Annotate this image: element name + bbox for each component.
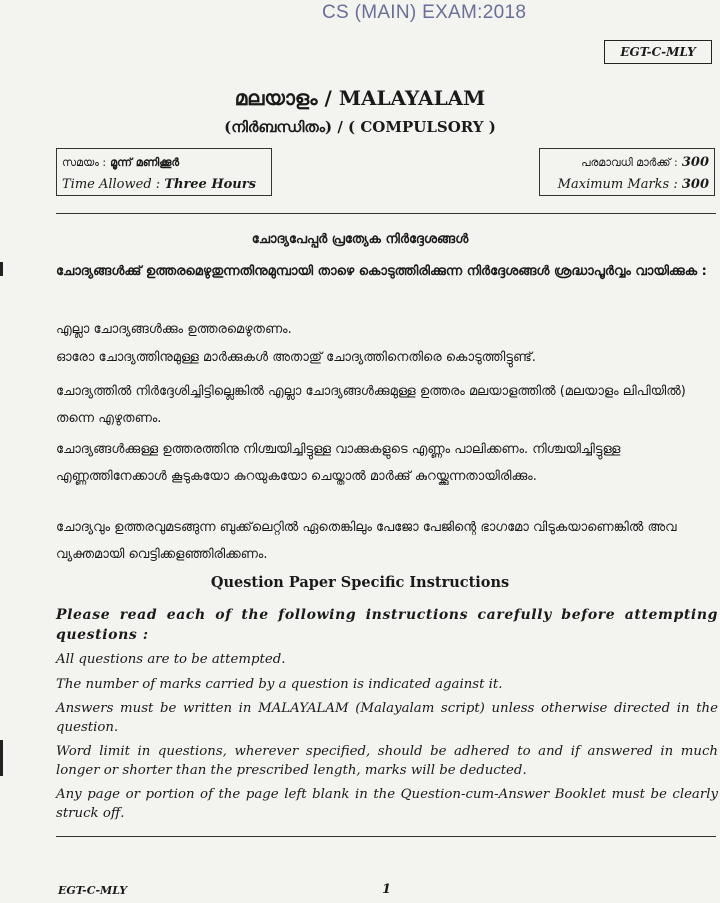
page-subtitle [0,118,720,136]
footer-paper-code: EGT-C-MLY [58,884,128,897]
maximum-marks-box [539,148,715,196]
marks-en-label: Maximum Marks : [557,177,678,192]
marks-en-line [545,174,709,196]
subtitle-english: ( COMPULSORY ) [348,118,496,136]
subtitle-malayalam: (നിർബന്ധിതം) [224,118,333,136]
scan-edge-mark [0,740,3,776]
header-divider [56,213,716,214]
en-instruction-item: The number of marks carried by a question is indicated against it. [56,677,503,692]
title-english: MALAYALAM [338,86,486,110]
page-title [0,86,720,110]
en-instruction-item: All questions are to be attempted. [56,652,286,667]
page-number: 1 [382,882,392,897]
en-instruction-item: Any page or portion of the page left blank in the Question-cum-Answer Booklet must be clearly struck off. [56,787,718,821]
time-en-line [62,174,266,196]
en-instructions-lead: Please read each of the following instructions carefully before attempting questions : [56,607,718,643]
marks-ml-label: പരമാവധി മാർക്ക് : [581,156,678,169]
marks-ml-value: 300 [681,155,709,170]
ml-instruction-item: ചോദ്യങ്ങൾക്കുള്ള ഉത്തരത്തിനു നിശ്ചയിച്ചിട്ടുള്ള വാക്കുകളുടെ എണ്ണം പാലിക്കണം. നിശ്ചയിച്ചിട്ടുള്ള എണ്ണത്തിനേക്കാൾ കൂടുകയോ കുറയുകയോ ചെയ്താൽ മാർക്കു് കുറയ്ക്കുന്നതായിരിക്കും. [56,442,621,484]
marks-ml-line [545,152,709,174]
en-instruction-item: Word limit in questions, wherever specified, should be adhered to and if answered in much longer or shorter than the prescribed length, marks will be deducted. [56,744,718,778]
exam-stamp: CS (MAIN) EXAM:2018 [322,2,527,23]
title-separator: / [317,86,339,110]
time-ml-label: സമയം : [62,156,107,169]
footer-divider [56,836,716,837]
ml-instruction-item: ചോദ്യവും ഉത്തരവുമടങ്ങുന്ന ബുക്ക്‌ലെറ്റിൽ ഏതെങ്കിലും പേജോ പേജിന്റെ ഭാഗമോ വിടുകയാണെങ്കിൽ അവ വ്യക്തമായി വെട്ടിക്കളഞ്ഞിരിക്കണം. [56,520,677,562]
time-ml-value: മൂന്ന് മണിക്കൂർ [110,156,180,169]
ml-instruction-item: ഓരോ ചോദ്യത്തിനുമുള്ള മാർക്കുകൾ അതാതു് ചോദ്യത്തിനെതിരെ കൊടുത്തിട്ടുണ്ട്. [56,350,536,365]
time-allowed-box [56,148,272,196]
ml-instructions-heading: ചോദ്യപേപ്പർ പ്രത്യേക നിർദ്ദേശങ്ങൾ [251,232,469,247]
en-instruction-item: Answers must be written in MALAYALAM (Malayalam script) unless otherwise directed in the question. [56,701,718,735]
title-malayalam: മലയാളം [234,86,318,110]
ml-instruction-item: ചോദ്യത്തിൽ നിർദ്ദേശിച്ചിട്ടില്ലെങ്കിൽ എല്ലാ ചോദ്യങ്ങൾക്കുമുള്ള ഉത്തരം മലയാളത്തിൽ (മലയാളം ലിപിയിൽ) തന്നെ എഴുതണം. [56,384,686,426]
en-instructions-heading: Question Paper Specific Instructions [210,574,510,591]
paper-code-box: EGT-C-MLY [604,40,712,64]
time-en-value: Three Hours [164,177,256,192]
time-en-label: Time Allowed : [62,177,161,192]
marks-en-value: 300 [681,177,709,192]
ml-instructions-lead: ചോദ്യങ്ങൾക്കു് ഉത്തരമെഴുതുന്നതിനുമുമ്പായി താഴെ കൊടുത്തിരിക്കുന്ന നിർദ്ദേശങ്ങൾ ശ്രദ്ധാപൂർവ്വം വായിക്കുക : [56,264,707,279]
time-ml-line [62,152,266,174]
scan-edge-mark [0,262,3,276]
subtitle-separator: / [332,118,349,136]
ml-instruction-item: എല്ലാ ചോദ്യങ്ങൾക്കും ഉത്തരമെഴുതണം. [56,322,292,337]
